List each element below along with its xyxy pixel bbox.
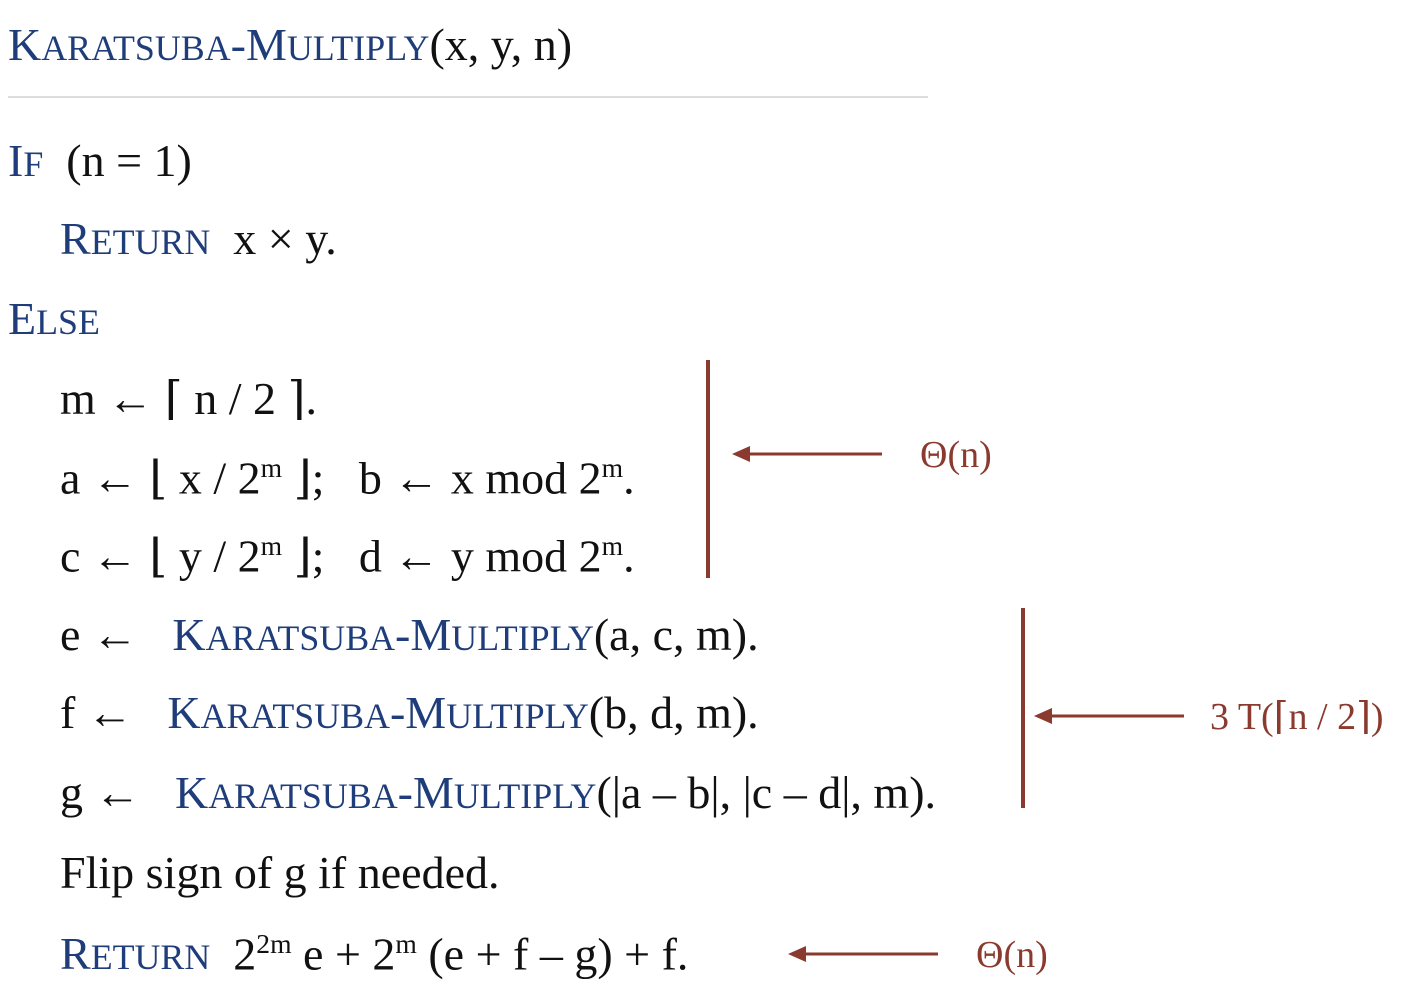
return-final-line: RETURN $2^{2m}$ $e + 2^m$ (e + f – g) + f. xyxy=(60,928,689,980)
if-condition: (n = 1) xyxy=(66,135,192,186)
procedure-header xyxy=(8,19,573,82)
annotation-recurrence: 3 T(⌈n / 2⌉) xyxy=(1210,696,1384,738)
procedure-name: KARATSUBA-MULTIPLY xyxy=(175,767,597,818)
procedure-args: (x, y, n) xyxy=(429,19,573,70)
assign-c-d-line: c ← ⌊ y / 2$^m$ ⌋; d ← y mod 2$^m$. xyxy=(60,530,635,582)
annotation-theta-setup: Θ(n) xyxy=(920,434,992,476)
arrow-left-icon xyxy=(1034,706,1186,726)
if-line xyxy=(8,135,192,198)
recursive-call-e: e ← KARATSUBA-MULTIPLY(a, c, m). xyxy=(60,609,759,660)
keyword-return: RETURN xyxy=(60,213,211,264)
recursive-call-g: g ← KARATSUBA-MULTIPLY(|a – b|, |c – d|, m). xyxy=(60,767,937,818)
return-base-line xyxy=(60,213,337,276)
recursive-call-f: f ← KARATSUBA-MULTIPLY(b, d, m). xyxy=(60,687,759,738)
else-line xyxy=(8,293,100,356)
keyword-return: RETURN xyxy=(60,928,211,980)
bracket-bar-setup xyxy=(706,360,710,578)
procedure-name: KARATSUBA-MULTIPLY xyxy=(172,609,594,660)
assign-a-b-line: a ← ⌊ x / 2$^m$ ⌋; b ← x mod 2$^m$. xyxy=(60,452,635,504)
arrow-left-icon xyxy=(788,944,940,964)
procedure-name: KARATSUBA-MULTIPLY xyxy=(8,19,430,70)
keyword-if: IF xyxy=(8,135,44,186)
assign-m-line: m ← ⌈ n / 2 ⌉. xyxy=(60,373,317,424)
flip-sign-line: Flip sign of g if needed. xyxy=(60,847,500,898)
procedure-name: KARATSUBA-MULTIPLY xyxy=(167,687,589,738)
keyword-else: ELSE xyxy=(8,293,100,344)
arrow-left-icon xyxy=(732,444,884,464)
return-base-expr: x × y. xyxy=(233,213,337,264)
bracket-bar-recursion xyxy=(1021,608,1025,808)
header-divider xyxy=(8,96,928,98)
annotation-theta-combine: Θ(n) xyxy=(976,934,1048,976)
